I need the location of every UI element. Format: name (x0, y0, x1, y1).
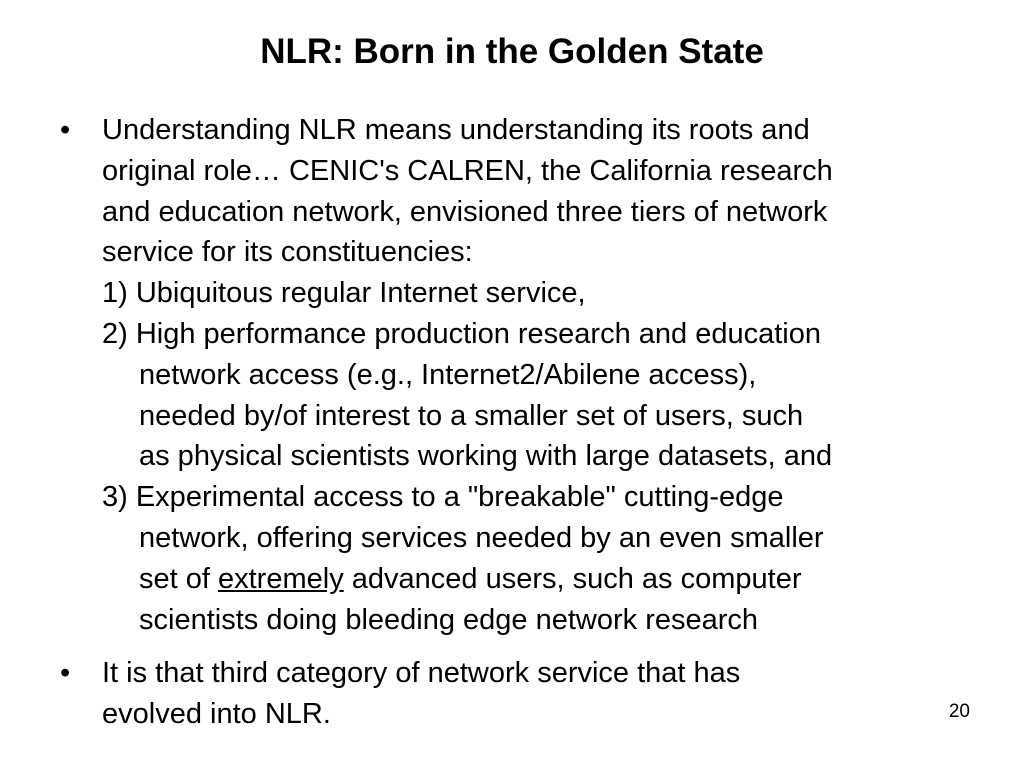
underlined-emphasis: extremely (218, 562, 344, 595)
bullet-text-line: service for its constituencies: (102, 236, 473, 269)
bullet-icon: • (60, 657, 71, 690)
bullet-text-line: Understanding NLR means understanding its roots and (102, 114, 810, 146)
tier-3-text-segment: set of (139, 562, 218, 595)
tier-3-text: 3) Experimental access to a "breakable" cutting-edge (102, 481, 784, 514)
tier-2-continuation: needed by/of interest to a smaller set of users, such (139, 399, 804, 432)
bullet-text-line: evolved into NLR. (102, 698, 331, 731)
page-number: 20 (948, 701, 970, 722)
bullet-icon: • (60, 114, 71, 146)
tier-3-continuation (102, 559, 978, 600)
bullet-text-line: original role… CENIC's CALREN, the California research (102, 154, 833, 187)
bullet-text-line: It is that third category of network service that has (102, 657, 741, 690)
tier-3-text-segment: advanced users, such as computer (343, 562, 802, 595)
slide-body (58, 110, 978, 735)
slide-title: NLR: Born in the Golden State (260, 32, 764, 71)
bullet-item-nlr-evolution (58, 653, 978, 735)
bullet-text-line: and education network, envisioned three tiers of network (102, 195, 828, 228)
tier-2-text: 2) High performance production research and education (102, 317, 821, 350)
tier-1-text: 1) Ubiquitous regular Internet service, (102, 277, 586, 310)
tier-3-continuation: scientists doing bleeding edge network research (139, 603, 759, 636)
tier-3-continuation: network, offering services needed by an even smaller (139, 521, 824, 554)
tier-2-continuation: as physical scientists working with large datasets, and (139, 440, 833, 473)
bullet-item-calren-tiers (58, 110, 978, 640)
tier-2-continuation: network access (e.g., Internet2/Abilene access), (139, 358, 757, 391)
